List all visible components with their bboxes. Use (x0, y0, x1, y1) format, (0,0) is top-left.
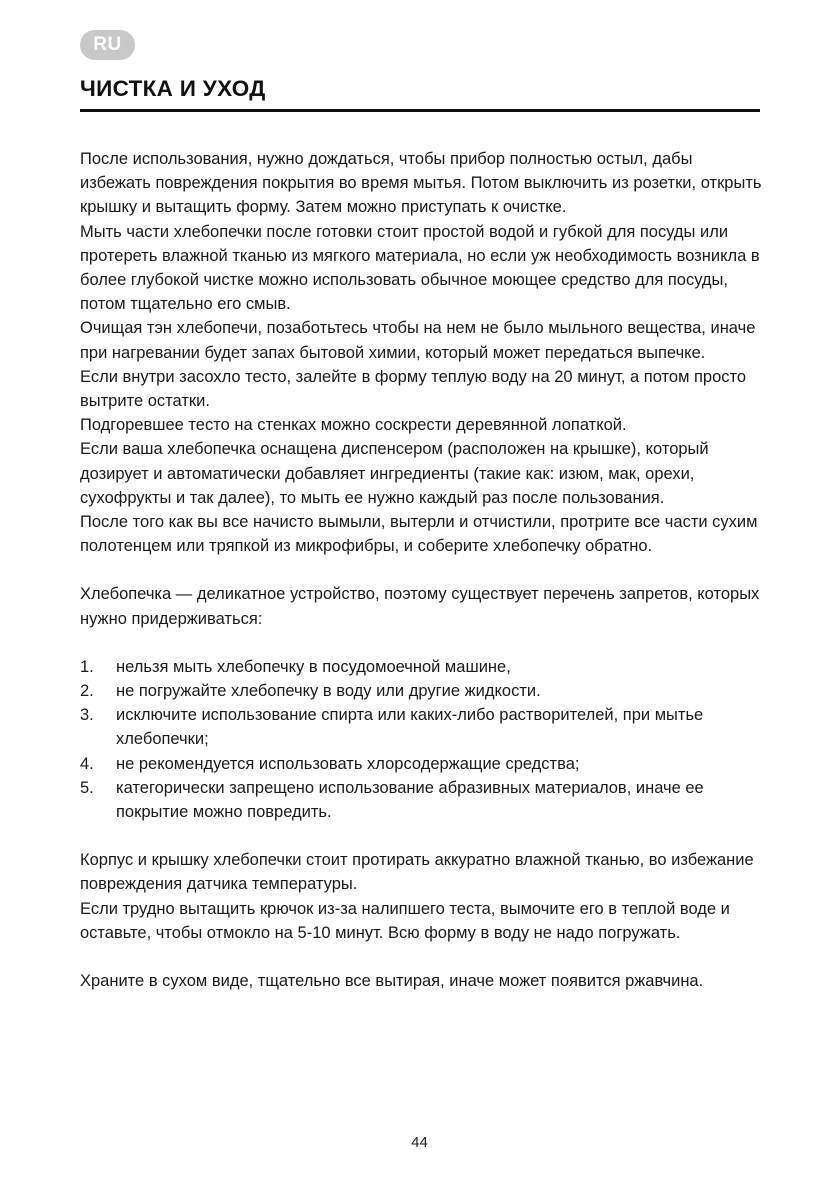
paragraph: Если ваша хлебопечка оснащена диспенсером (расположен на крышке), который дозирует и автоматически добавляет ингредиенты (такие как: изюм, мак, орехи, сухофрукты и так далее), то мыть ее нужно каждый раз после пользования. (80, 440, 709, 507)
paragraph: Если трудно вытащить крючок из-за налипшего теста, вымочите его в теплой воде и оставьте, чтобы отмокло на 5-10 минут. Всю форму в воду не надо погружать. (80, 899, 730, 942)
list-item-number: 2. (80, 682, 94, 701)
main-content (80, 147, 762, 993)
list-item-number: 1. (80, 657, 94, 676)
paragraph: Корпус и крышку хлебопечки стоит протирать аккуратно влажной тканью, во избежание повреждения датчика температуры. (80, 851, 754, 894)
paragraph: После того как вы все начисто вымыли, вытерли и отчистили, протрите все части сухим полотенцем или тряпкой из микрофибры, и соберите хлебопечку обратно. (80, 513, 758, 556)
body-care-block (80, 848, 762, 945)
list-item-number: 5. (80, 778, 94, 797)
list-item (80, 752, 762, 776)
list-item (80, 776, 762, 824)
page-number: 44 (411, 1134, 428, 1151)
paragraph: После использования, нужно дождаться, чтобы прибор полностью остыл, дабы избежать повреждения покрытия во время мытья. Потом выключить из розетки, открыть крышку и вытащить форму. Затем можно приступать к очистке. (80, 150, 762, 217)
paragraph: Подгоревшее тесто на стенках можно соскрести деревянной лопаткой. (80, 416, 627, 435)
paragraph: Мыть части хлебопечки после готовки стоит простой водой и губкой для посуды или протереть влажной тканью из мягкого материала, но если уж необходимость возникла в более глубокой чистке можно использовать обычное моющее средство для посуды, потом тщательно его смыв. (80, 222, 760, 314)
list-item-text: нельзя мыть хлебопечку в посудомоечной машине, (116, 657, 511, 676)
list-item-number: 3. (80, 706, 94, 725)
language-badge: RU (80, 30, 135, 60)
list-item (80, 703, 762, 751)
storage-note: Храните в сухом виде, тщательно все вытирая, иначе может появится ржавчина. (80, 972, 704, 991)
prohibitions-intro: Хлебопечка — деликатное устройство, поэтому существует перечень запретов, которых нужно придерживаться: (80, 585, 760, 628)
list-item-text: исключите использование спирта или каких-либо растворителей, при мытье хлебопечки; (116, 706, 704, 749)
list-item-text: не рекомендуется использовать хлорсодержащие средства; (116, 754, 580, 773)
cleaning-instructions-block (80, 147, 762, 558)
list-item-number: 4. (80, 754, 94, 773)
list-item-text: не погружайте хлебопечку в воду или другие жидкости. (116, 682, 541, 701)
paragraph: Если внутри засохло тесто, залейте в форму теплую воду на 20 минут, а потом просто вытрите остатки. (80, 367, 747, 411)
list-item (80, 679, 762, 703)
prohibitions-list (80, 655, 762, 824)
list-item (80, 655, 762, 679)
list-item-text: категорически запрещено использование абразивных материалов, иначе ее покрытие можно повредить. (116, 778, 704, 822)
paragraph: Очищая тэн хлебопечи, позаботьтесь чтобы на нем не было мыльного вещества, иначе при нагревании будет запах бытовой химии, который может передаться выпечке. (80, 319, 756, 362)
title-underline-divider (80, 109, 760, 112)
section-title: ЧИСТКА И УХОД (80, 76, 266, 101)
